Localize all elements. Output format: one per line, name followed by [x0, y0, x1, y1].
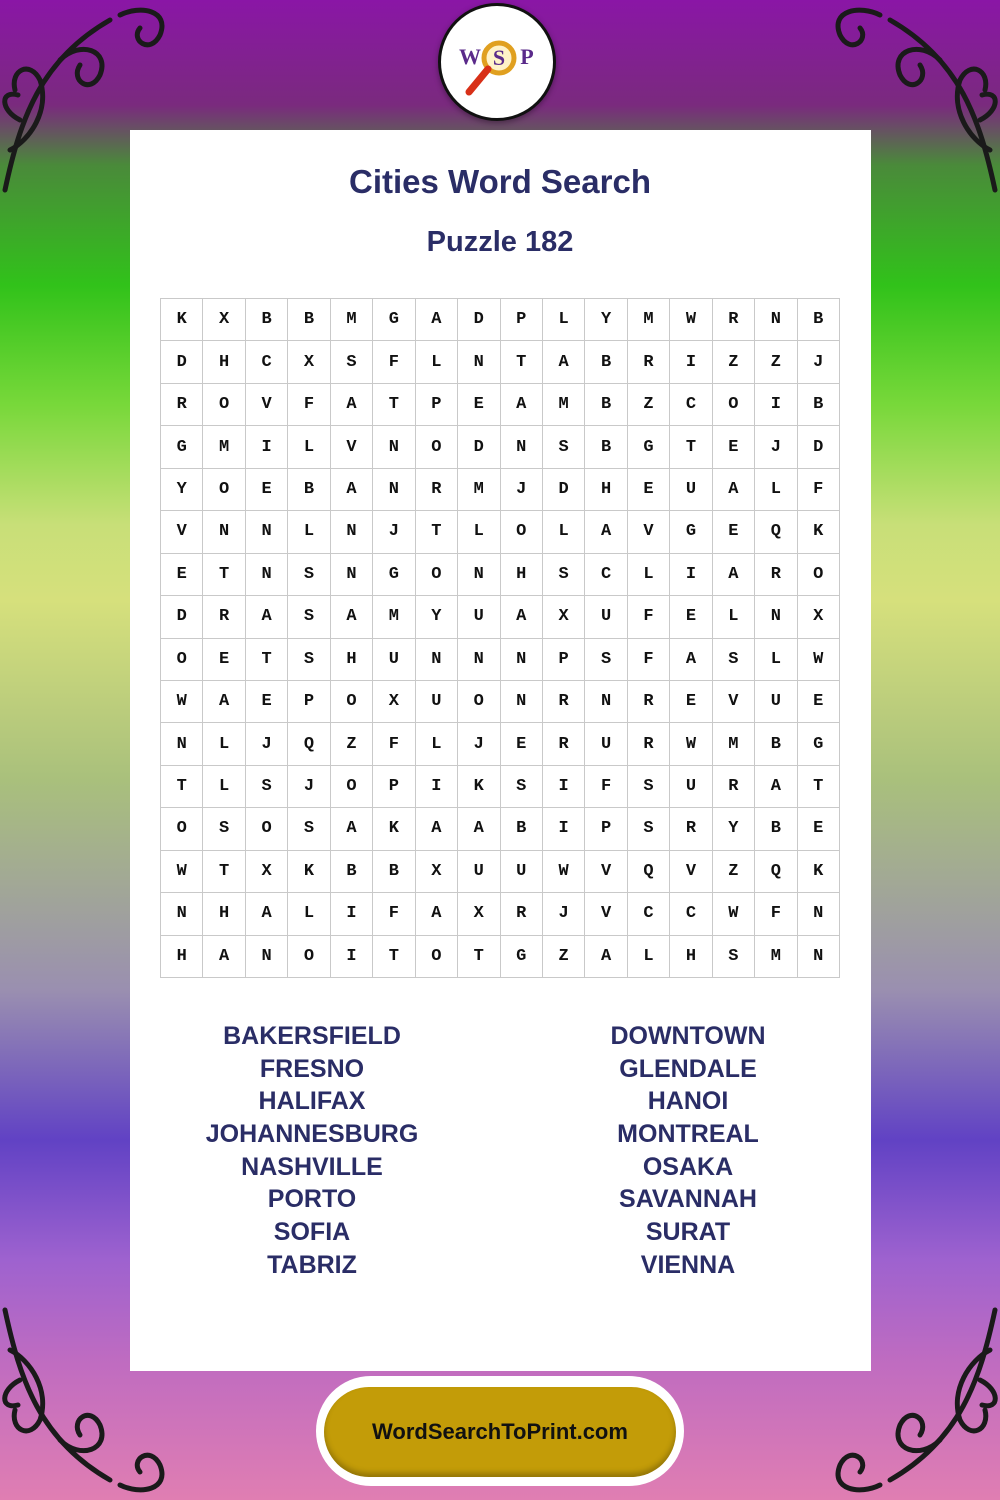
grid-cell: A — [246, 893, 288, 935]
word-list-item: BAKERSFIELD — [223, 1022, 401, 1050]
grid-cell: R — [670, 808, 712, 850]
grid-cell: S — [585, 639, 627, 681]
grid-cell: W — [670, 299, 712, 341]
grid-cell: O — [713, 384, 755, 426]
grid-cell: M — [755, 936, 797, 978]
grid-cell: O — [331, 766, 373, 808]
grid-cell: T — [670, 426, 712, 468]
grid-cell: N — [373, 426, 415, 468]
grid-cell: L — [543, 299, 585, 341]
grid-cell: R — [161, 384, 203, 426]
grid-cell: H — [331, 639, 373, 681]
site-banner[interactable] — [324, 1387, 676, 1477]
word-list-item: DOWNTOWN — [610, 1022, 766, 1050]
grid-cell: S — [288, 554, 330, 596]
grid-cell: T — [203, 851, 245, 893]
grid-cell: N — [331, 554, 373, 596]
grid-cell: O — [331, 681, 373, 723]
grid-cell: S — [246, 766, 288, 808]
word-list-item: TABRIZ — [267, 1250, 357, 1279]
grid-cell: H — [203, 893, 245, 935]
grid-cell: L — [203, 723, 245, 765]
grid-cell: X — [543, 596, 585, 638]
grid-cell: R — [543, 723, 585, 765]
word-list-left — [162, 1020, 462, 1282]
grid-cell: B — [585, 426, 627, 468]
grid-cell: B — [755, 723, 797, 765]
grid-cell: N — [416, 639, 458, 681]
grid-cell: N — [458, 341, 500, 383]
grid-cell: T — [161, 766, 203, 808]
grid-cell: E — [798, 808, 840, 850]
grid-cell: S — [288, 808, 330, 850]
word-list-item: VIENNA — [640, 1250, 736, 1279]
grid-cell: N — [373, 469, 415, 511]
grid-cell: B — [585, 384, 627, 426]
grid-cell: D — [161, 596, 203, 638]
word-list-item: NASHVILLE — [241, 1152, 383, 1181]
grid-cell: D — [458, 299, 500, 341]
grid-cell: U — [585, 596, 627, 638]
logo-letter-s: S — [492, 45, 506, 70]
grid-cell: F — [373, 341, 415, 383]
grid-cell: H — [203, 341, 245, 383]
grid-cell: T — [501, 341, 543, 383]
letter-grid — [160, 298, 840, 978]
grid-cell: T — [373, 384, 415, 426]
grid-cell: U — [585, 723, 627, 765]
grid-cell: P — [501, 299, 543, 341]
grid-cell: D — [161, 341, 203, 383]
grid-cell: H — [501, 554, 543, 596]
grid-cell: A — [203, 681, 245, 723]
grid-cell: A — [713, 469, 755, 511]
grid-cell: B — [798, 299, 840, 341]
grid-cell: I — [246, 426, 288, 468]
grid-cell: W — [713, 893, 755, 935]
grid-cell: V — [670, 851, 712, 893]
grid-cell: L — [628, 936, 670, 978]
grid-cell: Y — [713, 808, 755, 850]
site-link[interactable]: WordSearchToPrint.com — [372, 1419, 628, 1444]
grid-cell: T — [373, 936, 415, 978]
grid-cell: K — [288, 851, 330, 893]
grid-cell: D — [543, 469, 585, 511]
grid-cell: L — [288, 511, 330, 553]
word-list-item: SAVANNAH — [619, 1185, 757, 1214]
grid-cell: K — [373, 808, 415, 850]
grid-cell: G — [670, 511, 712, 553]
grid-cell: X — [416, 851, 458, 893]
grid-cell: L — [543, 511, 585, 553]
grid-cell: Q — [755, 851, 797, 893]
grid-cell: A — [543, 341, 585, 383]
grid-cell: L — [203, 766, 245, 808]
grid-cell: M — [458, 469, 500, 511]
grid-cell: S — [288, 596, 330, 638]
grid-cell: M — [373, 596, 415, 638]
grid-cell: A — [331, 808, 373, 850]
grid-cell: U — [755, 681, 797, 723]
grid-cell: J — [373, 511, 415, 553]
grid-cell: L — [288, 893, 330, 935]
grid-cell: K — [458, 766, 500, 808]
grid-cell: K — [798, 511, 840, 553]
grid-cell: J — [543, 893, 585, 935]
grid-cell: X — [458, 893, 500, 935]
grid-cell: N — [755, 299, 797, 341]
grid-cell: I — [755, 384, 797, 426]
grid-cell: E — [203, 639, 245, 681]
grid-cell: I — [670, 554, 712, 596]
grid-cell: F — [755, 893, 797, 935]
grid-cell: S — [331, 341, 373, 383]
grid-cell: O — [458, 681, 500, 723]
grid-cell: S — [628, 808, 670, 850]
grid-cell: N — [798, 893, 840, 935]
grid-cell: R — [416, 469, 458, 511]
puzzle-title: Cities Word Search — [349, 163, 651, 200]
grid-cell: B — [798, 384, 840, 426]
grid-cell: M — [543, 384, 585, 426]
grid-cell: O — [203, 384, 245, 426]
grid-cell: B — [288, 469, 330, 511]
grid-cell: O — [416, 936, 458, 978]
grid-cell: A — [670, 639, 712, 681]
grid-cell: N — [798, 936, 840, 978]
grid-cell: B — [501, 808, 543, 850]
word-list-item: PORTO — [267, 1185, 357, 1214]
grid-cell: N — [458, 554, 500, 596]
grid-cell: C — [246, 341, 288, 383]
grid-cell: N — [458, 639, 500, 681]
grid-cell: X — [288, 341, 330, 383]
grid-cell: J — [246, 723, 288, 765]
grid-cell: A — [331, 596, 373, 638]
grid-cell: R — [543, 681, 585, 723]
word-list-item: MONTREAL — [617, 1120, 759, 1149]
grid-cell: C — [670, 384, 712, 426]
grid-cell: J — [288, 766, 330, 808]
grid-cell: Z — [331, 723, 373, 765]
grid-cell: Y — [585, 299, 627, 341]
grid-cell: B — [246, 299, 288, 341]
grid-cell: X — [246, 851, 288, 893]
grid-cell: G — [161, 426, 203, 468]
grid-cell: Y — [161, 469, 203, 511]
grid-cell: N — [161, 723, 203, 765]
logo-letter-p: P — [520, 44, 534, 69]
grid-cell: G — [798, 723, 840, 765]
grid-cell: A — [331, 469, 373, 511]
grid-cell: F — [373, 893, 415, 935]
grid-cell: J — [755, 426, 797, 468]
grid-cell: T — [416, 511, 458, 553]
grid-cell: G — [373, 554, 415, 596]
grid-cell: M — [713, 723, 755, 765]
grid-cell: L — [288, 426, 330, 468]
grid-cell: R — [628, 681, 670, 723]
grid-cell: A — [585, 511, 627, 553]
grid-cell: I — [543, 766, 585, 808]
grid-cell: E — [798, 681, 840, 723]
puzzle-number: Puzzle 182 — [426, 226, 574, 258]
wsp-logo — [438, 3, 556, 121]
word-list-item: OSAKA — [642, 1152, 734, 1181]
grid-cell: F — [288, 384, 330, 426]
grid-cell: R — [501, 893, 543, 935]
grid-cell: U — [670, 469, 712, 511]
grid-cell: L — [628, 554, 670, 596]
grid-cell: O — [246, 808, 288, 850]
grid-cell: F — [628, 596, 670, 638]
grid-cell: S — [203, 808, 245, 850]
grid-cell: L — [755, 469, 797, 511]
grid-cell: R — [628, 341, 670, 383]
grid-cell: F — [373, 723, 415, 765]
grid-cell: Y — [416, 596, 458, 638]
grid-cell: U — [416, 681, 458, 723]
grid-cell: F — [798, 469, 840, 511]
grid-cell: O — [416, 554, 458, 596]
grid-cell: Q — [755, 511, 797, 553]
grid-cell: E — [501, 723, 543, 765]
grid-cell: M — [203, 426, 245, 468]
grid-cell: V — [585, 893, 627, 935]
grid-cell: S — [543, 426, 585, 468]
logo-letter-w: W — [459, 44, 481, 69]
grid-cell: C — [628, 893, 670, 935]
grid-cell: H — [585, 469, 627, 511]
grid-cell: V — [628, 511, 670, 553]
grid-cell: O — [288, 936, 330, 978]
grid-cell: Z — [543, 936, 585, 978]
grid-cell: N — [501, 681, 543, 723]
grid-cell: R — [755, 554, 797, 596]
word-list-item: GLENDALE — [619, 1054, 757, 1083]
grid-cell: I — [543, 808, 585, 850]
grid-cell: E — [670, 681, 712, 723]
grid-cell: E — [713, 426, 755, 468]
grid-cell: A — [416, 808, 458, 850]
word-list-item: SURAT — [645, 1218, 731, 1247]
grid-cell: Z — [713, 341, 755, 383]
grid-cell: D — [458, 426, 500, 468]
grid-cell: Z — [755, 341, 797, 383]
grid-cell: B — [755, 808, 797, 850]
grid-cell: V — [246, 384, 288, 426]
grid-cell: B — [288, 299, 330, 341]
grid-cell: F — [585, 766, 627, 808]
grid-cell: L — [713, 596, 755, 638]
grid-cell: P — [373, 766, 415, 808]
grid-cell: V — [331, 426, 373, 468]
grid-cell: I — [331, 893, 373, 935]
grid-cell: A — [501, 596, 543, 638]
grid-cell: F — [628, 639, 670, 681]
grid-cell: P — [288, 681, 330, 723]
grid-cell: N — [501, 426, 543, 468]
grid-cell: R — [628, 723, 670, 765]
word-list-right — [538, 1020, 838, 1282]
grid-cell: W — [161, 851, 203, 893]
grid-cell: B — [373, 851, 415, 893]
grid-cell: K — [161, 299, 203, 341]
grid-cell: N — [755, 596, 797, 638]
grid-cell: R — [203, 596, 245, 638]
grid-cell: X — [798, 596, 840, 638]
grid-cell: S — [543, 554, 585, 596]
grid-cell: J — [501, 469, 543, 511]
grid-cell: X — [373, 681, 415, 723]
grid-cell: E — [628, 469, 670, 511]
grid-cell: V — [713, 681, 755, 723]
grid-cell: T — [246, 639, 288, 681]
word-list-item: JOHANNESBURG — [205, 1120, 419, 1149]
grid-cell: I — [331, 936, 373, 978]
grid-cell: G — [501, 936, 543, 978]
grid-cell: W — [670, 723, 712, 765]
grid-cell: W — [543, 851, 585, 893]
grid-cell: Q — [628, 851, 670, 893]
grid-cell: S — [713, 639, 755, 681]
grid-cell: N — [585, 681, 627, 723]
grid-cell: O — [416, 426, 458, 468]
grid-cell: C — [585, 554, 627, 596]
grid-cell: O — [798, 554, 840, 596]
grid-cell: E — [246, 469, 288, 511]
grid-cell: E — [161, 554, 203, 596]
grid-cell: N — [246, 936, 288, 978]
grid-cell: T — [203, 554, 245, 596]
grid-cell: O — [501, 511, 543, 553]
grid-cell: M — [628, 299, 670, 341]
grid-cell: N — [331, 511, 373, 553]
grid-cell: T — [798, 766, 840, 808]
grid-cell: W — [798, 639, 840, 681]
grid-cell: G — [628, 426, 670, 468]
grid-cell: R — [713, 299, 755, 341]
grid-cell: O — [203, 469, 245, 511]
grid-cell: N — [501, 639, 543, 681]
grid-cell: A — [331, 384, 373, 426]
grid-cell: I — [670, 341, 712, 383]
grid-cell: Z — [713, 851, 755, 893]
grid-cell: Z — [628, 384, 670, 426]
grid-cell: A — [713, 554, 755, 596]
grid-cell: L — [416, 723, 458, 765]
grid-cell: S — [288, 639, 330, 681]
grid-cell: W — [161, 681, 203, 723]
grid-cell: T — [458, 936, 500, 978]
grid-cell: G — [373, 299, 415, 341]
grid-cell: B — [331, 851, 373, 893]
grid-cell: N — [161, 893, 203, 935]
grid-cell: K — [798, 851, 840, 893]
grid-cell: E — [458, 384, 500, 426]
grid-cell: X — [203, 299, 245, 341]
word-list-item: SOFIA — [273, 1218, 351, 1247]
grid-cell: S — [628, 766, 670, 808]
grid-cell: J — [458, 723, 500, 765]
grid-cell: P — [585, 808, 627, 850]
grid-cell: U — [458, 596, 500, 638]
grid-cell: O — [161, 639, 203, 681]
grid-cell: U — [458, 851, 500, 893]
grid-cell: A — [585, 936, 627, 978]
grid-cell: E — [713, 511, 755, 553]
grid-cell: I — [416, 766, 458, 808]
word-list-item: HANOI — [647, 1087, 729, 1116]
grid-cell: U — [670, 766, 712, 808]
grid-cell: R — [713, 766, 755, 808]
grid-cell: A — [755, 766, 797, 808]
grid-cell: V — [585, 851, 627, 893]
grid-cell: C — [670, 893, 712, 935]
grid-cell: S — [501, 766, 543, 808]
grid-cell: U — [373, 639, 415, 681]
grid-cell: H — [670, 936, 712, 978]
grid-cell: P — [543, 639, 585, 681]
grid-cell: D — [798, 426, 840, 468]
grid-cell: B — [585, 341, 627, 383]
grid-cell: P — [416, 384, 458, 426]
grid-cell: A — [203, 936, 245, 978]
grid-cell: N — [203, 511, 245, 553]
grid-cell: H — [161, 936, 203, 978]
grid-cell: A — [416, 299, 458, 341]
grid-cell: N — [246, 554, 288, 596]
word-list-item: HALIFAX — [258, 1087, 366, 1116]
grid-cell: Q — [288, 723, 330, 765]
grid-cell: E — [670, 596, 712, 638]
grid-cell: J — [798, 341, 840, 383]
grid-cell: A — [458, 808, 500, 850]
grid-cell: U — [501, 851, 543, 893]
grid-cell: L — [458, 511, 500, 553]
grid-cell: V — [161, 511, 203, 553]
grid-cell: S — [713, 936, 755, 978]
grid-cell: A — [246, 596, 288, 638]
grid-cell: O — [161, 808, 203, 850]
grid-cell: A — [501, 384, 543, 426]
grid-cell: L — [416, 341, 458, 383]
word-list-item: FRESNO — [259, 1054, 365, 1083]
grid-cell: N — [246, 511, 288, 553]
grid-cell: L — [755, 639, 797, 681]
grid-cell: A — [416, 893, 458, 935]
grid-cell: M — [331, 299, 373, 341]
grid-cell: E — [246, 681, 288, 723]
